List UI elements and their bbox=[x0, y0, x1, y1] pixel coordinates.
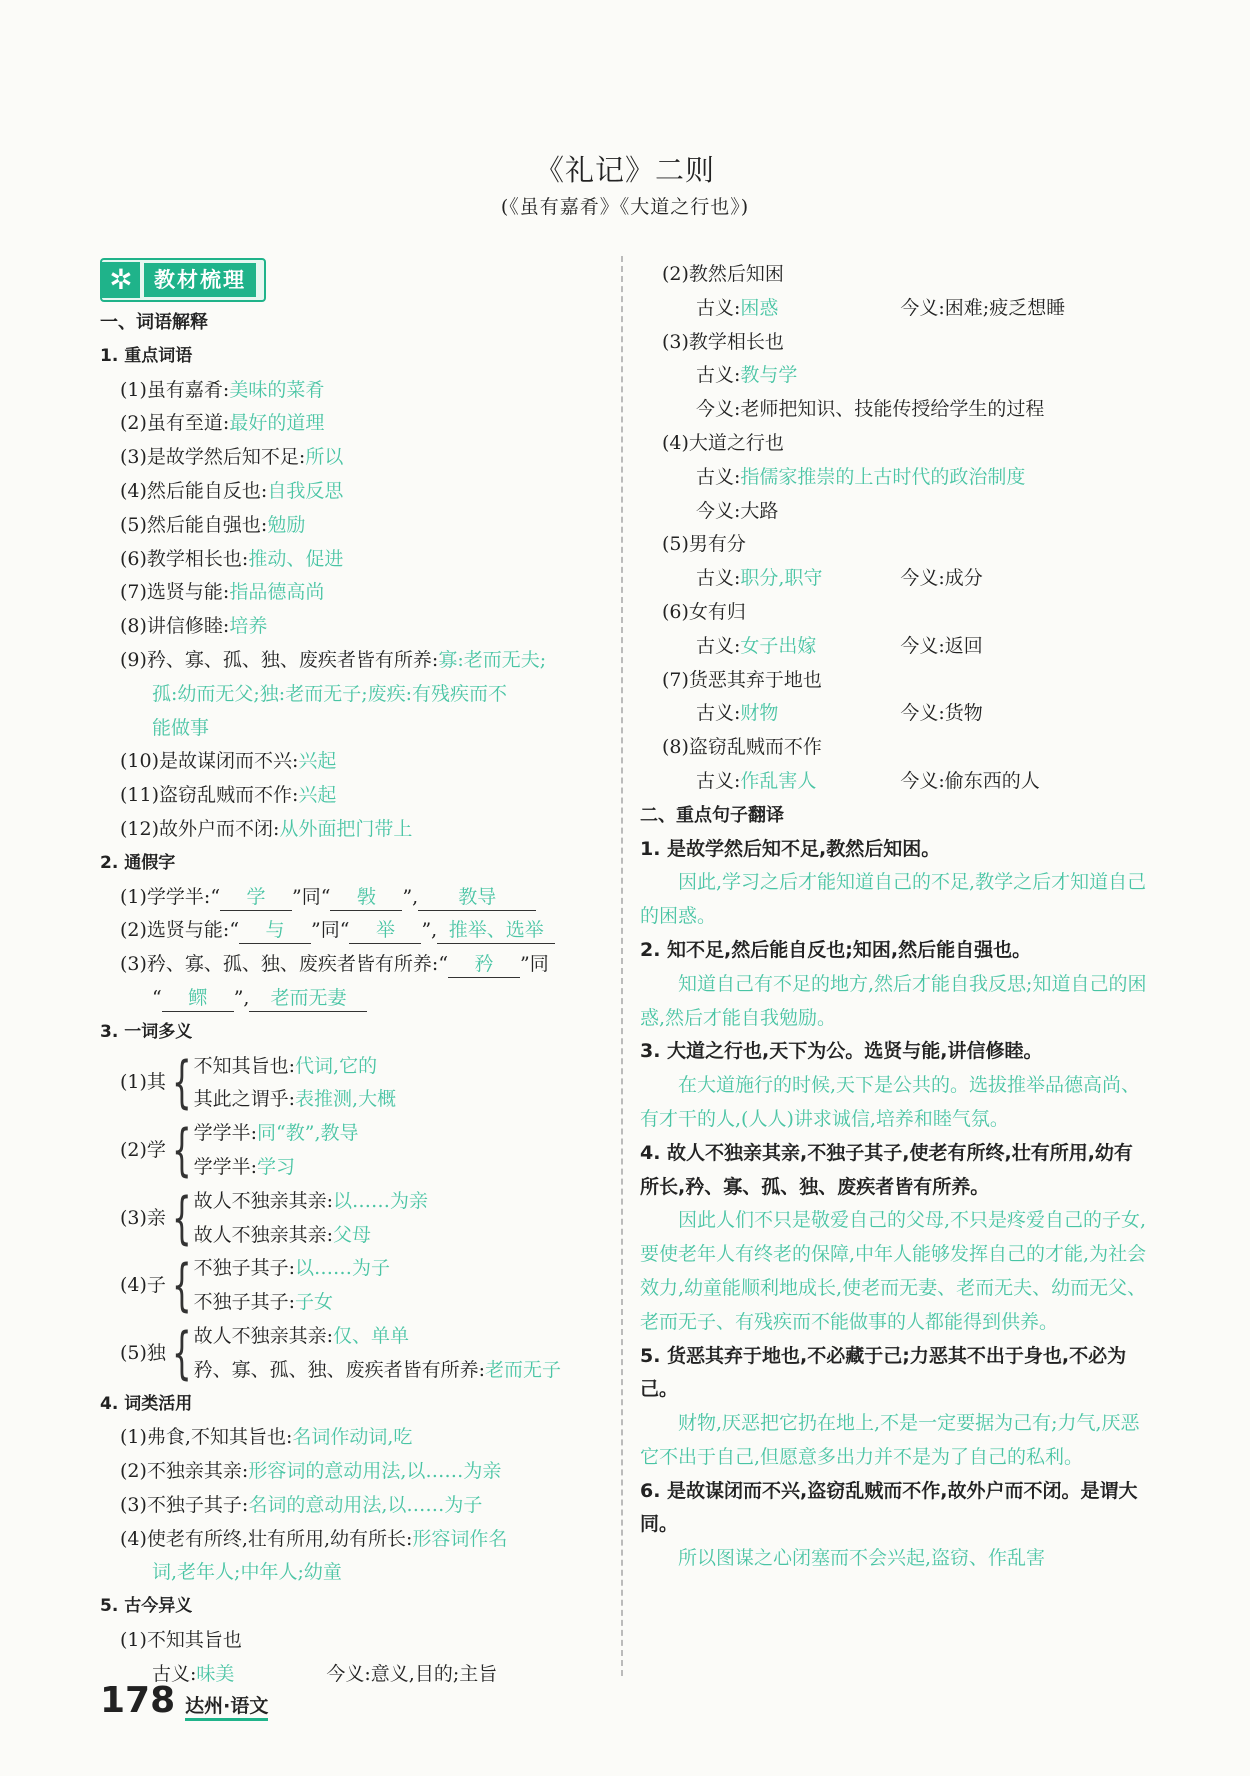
left-column bbox=[100, 258, 610, 1692]
brace-icon: { bbox=[172, 1185, 192, 1251]
subsection-heading: 1. 重点词语 bbox=[100, 345, 193, 366]
section-heading: 一、词语解释 bbox=[100, 312, 208, 333]
list-item: (6)教学相长也:推动、促进 bbox=[120, 547, 344, 570]
meaning-row: 古义:财物 今义:货物 bbox=[696, 702, 983, 725]
list-item: (3)不独子其子:名词的意动用法,以……为子 bbox=[120, 1493, 483, 1516]
meaning-row: 古义:味美 今义:意义,目的;主旨 bbox=[152, 1662, 498, 1685]
meaning-row: 古义:作乱害人 今义:偷东西的人 bbox=[696, 769, 1040, 792]
meaning-row: 今义:老师把知识、技能传授给学生的过程 bbox=[696, 398, 1045, 421]
meaning-row: 古义:女子出嫁 今义:返回 bbox=[696, 634, 983, 657]
list-item: (2)虽有至道:最好的道理 bbox=[120, 412, 325, 435]
sentence-item: 6. 是故谋闭而不兴,盗窃乱贼而不作,故外户而不闭。是谓大同。 所以图谋之心闭塞而不会兴起,盗窃、作乱害 bbox=[640, 1479, 1138, 1570]
list-item: (2)不独亲其亲:形容词的意动用法,以……为亲 bbox=[120, 1460, 502, 1483]
polysemy-group: (3)亲 { 故人不独亲其亲:以……为亲 故人不独亲其亲:父母 bbox=[120, 1185, 429, 1251]
list-item: (8)盗窃乱贼而不作 bbox=[662, 736, 822, 759]
section-banner bbox=[100, 258, 266, 302]
list-item: (3)是故学然后知不足:所以 bbox=[120, 446, 344, 469]
meaning-row: 古义:职分,职守 今义:成分 bbox=[696, 567, 983, 590]
subsection-heading: 3. 一词多义 bbox=[100, 1021, 193, 1042]
meaning-row: 古义:教与学 bbox=[696, 364, 798, 387]
sentence-item: 3. 大道之行也,天下为公。选贤与能,讲信修睦。 在大道施行的时候,天下是公共的。选拔推举品德高尚、有才干的人,(人人)讲求诚信,培养和睦气氛。 bbox=[640, 1040, 1141, 1130]
list-item: (6)女有归 bbox=[662, 600, 746, 623]
list-item: (4)使老有所终,壮有所用,幼有所长:形容词作名 bbox=[120, 1527, 508, 1550]
polysemy-group: (4)子 { 不独子其子:以……为子 不独子其子:子女 bbox=[120, 1253, 391, 1319]
list-item: (7)选贤与能:指品德高尚 bbox=[120, 581, 325, 604]
sentence-item: 5. 货恶其弃于地也,不必藏于己;力恶其不出于身也,不必为己。 财物,厌恶把它扔在地上,不是一定要据为己有;力气,厌恶它不出于自己,但愿意多出力并不是为了自己的私利。 bbox=[640, 1344, 1140, 1468]
subsection-heading: 4. 词类活用 bbox=[100, 1393, 193, 1414]
sentence-item: 2. 知不足,然后能自反也;知困,然后能自强也。 知道自己有不足的地方,然后才能自我反思;知道自己的困惑,然后才能自我勉励。 bbox=[640, 938, 1147, 1029]
polysemy-group: (2)学 { 学学半:同“教”,教导 学学半:学习 bbox=[120, 1117, 359, 1183]
list-item: (3)矜、寡、孤、独、废疾者皆有所养:“ 矜 ”同 bbox=[120, 948, 610, 982]
banner-icon: ✲ bbox=[102, 262, 140, 298]
right-column bbox=[640, 258, 1150, 1576]
brace-icon: { bbox=[172, 1320, 192, 1386]
banner-label: 教材梳理 bbox=[144, 263, 256, 297]
subsection-heading: 2. 通假字 bbox=[100, 852, 176, 873]
list-item: (8)讲信修睦:培养 bbox=[120, 615, 268, 638]
list-item: (1)不知其旨也 bbox=[120, 1629, 242, 1652]
list-item: (9)矜、寡、孤、独、废疾者皆有所养:寡:老而无夫; bbox=[120, 648, 547, 671]
meaning-row: 古义:指儒家推崇的上古时代的政治制度 bbox=[696, 465, 1026, 488]
meaning-row: 今义:大路 bbox=[696, 499, 779, 522]
list-item: (7)货恶其弃于地也 bbox=[662, 668, 822, 691]
answer-continued: 孤:幼而无父;独:老而无子;废疾:有残疾而不 bbox=[152, 682, 508, 705]
meaning-row: 古义:困惑 今义:困难;疲乏想睡 bbox=[696, 296, 1066, 319]
list-item: (12)故外户而不闭:从外面把门带上 bbox=[120, 817, 413, 840]
sentence-item: 4. 故人不独亲其亲,不独子其子,使老有所终,壮有所用,幼有所长,矜、寡、孤、独、废疾者皆有所养。 因此人们不只是敬爱自己的父母,不只是疼爱自己的子女,要使老年人有终老的保障,中年人能够发挥自己的才能,为社会效力,幼童能顺利地成长,使老而无妻、老而无夫、幼而无父、老而无子、有残疾而不能做事的人都能得到供养。 bbox=[640, 1141, 1147, 1333]
list-item: (4)然后能自反也:自我反思 bbox=[120, 479, 344, 502]
answer-continued: 词,老年人;中年人;幼童 bbox=[152, 1561, 342, 1584]
polysemy-group: (5)独 { 故人不独亲其亲:仅、单单 矜、寡、孤、独、废疾者皆有所养:老而无子 bbox=[120, 1320, 562, 1386]
sentence-item: 1. 是故学然后知不足,教然后知困。 因此,学习之后才能知道自己的不足,教学之后才知道自己的困惑。 bbox=[640, 837, 1147, 928]
list-item: “ 鳏 ”, 老而无妻 bbox=[152, 982, 610, 1016]
list-item: (2)教然后知困 bbox=[662, 263, 784, 285]
list-item: (1)学学半:“ 学 ”同“ 斅 ”, 教导 bbox=[120, 881, 610, 915]
page-subtitle: (《虽有嘉肴》《大道之行也》) bbox=[500, 196, 750, 218]
subsection-heading: 5. 古今异义 bbox=[100, 1596, 193, 1617]
book-label: 达州·语文 bbox=[185, 1691, 268, 1721]
polysemy-group: (1)其 { 不知其旨也:代词,它的 其此之谓乎:表推测,大概 bbox=[120, 1050, 397, 1116]
brace-icon: { bbox=[172, 1050, 192, 1116]
page-footer bbox=[100, 1680, 268, 1721]
list-item: (1)虽有嘉肴:美味的菜肴 bbox=[120, 378, 325, 401]
list-item: (4)大道之行也 bbox=[662, 431, 784, 454]
page-title: 《礼记》二则 bbox=[534, 153, 715, 187]
list-item: (5)然后能自强也:勉励 bbox=[120, 513, 306, 536]
list-item: (1)弗食,不知其旨也:名词作动词,吃 bbox=[120, 1426, 413, 1449]
section-heading: 二、重点句子翻译 bbox=[640, 804, 784, 826]
page-number: 178 bbox=[100, 1680, 176, 1721]
column-divider bbox=[621, 256, 623, 1676]
answer-continued: 能做事 bbox=[152, 716, 210, 739]
list-item: (11)盗窃乱贼而不作:兴起 bbox=[120, 784, 337, 807]
brace-icon: { bbox=[172, 1253, 192, 1319]
list-item: (3)教学相长也 bbox=[662, 330, 784, 353]
brace-icon: { bbox=[172, 1117, 192, 1183]
list-item: (2)选贤与能:“ 与 ”同“ 举 ”, 推举、选举 bbox=[120, 914, 610, 948]
list-item: (5)男有分 bbox=[662, 533, 746, 556]
list-item: (10)是故谋闭而不兴:兴起 bbox=[120, 750, 337, 773]
